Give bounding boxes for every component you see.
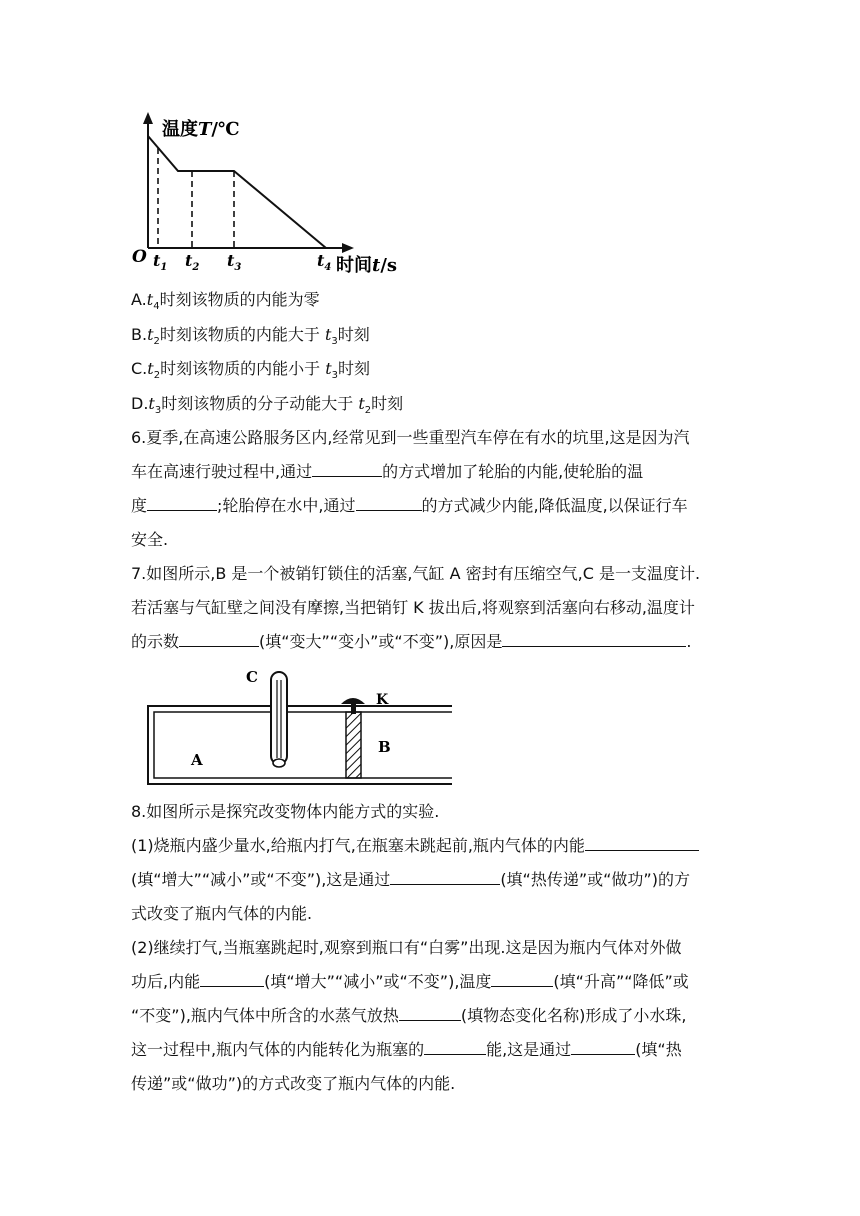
q8-p1-line-3: 式改变了瓶内气体的内能. — [131, 904, 313, 923]
option-b: $B.t_2$时刻该物质的内能大于 $t_3$时刻 — [131, 325, 370, 348]
label-c: C — [246, 668, 258, 686]
label-k: K — [376, 692, 389, 708]
temperature-curve — [148, 136, 326, 248]
tick-t3: $t_3$ — [227, 251, 242, 273]
q8-p2-line-5: 传递”或“做功”)的方式改变了瓶内气体的内能. — [131, 1074, 456, 1093]
temperature-time-graph — [126, 108, 426, 278]
answer-blank[interactable] — [502, 632, 686, 647]
answer-blank[interactable] — [312, 462, 382, 477]
cylinder-piston-figure — [140, 662, 460, 788]
q8-p2-line-3: “不变”),瓶内气体中所含的水蒸气放热 (填物态变化名称)形成了小水珠, — [131, 1006, 687, 1025]
label-a: A — [191, 751, 203, 769]
x-axis-arrow — [342, 243, 354, 253]
answer-blank[interactable] — [491, 972, 553, 987]
piston — [346, 712, 361, 778]
q7-line-1: 7.如图所示,B 是一个被销钉锁住的活塞,气缸 A 密封有压缩空气,C 是一支温度计. — [131, 564, 701, 583]
y-axis-arrow — [143, 112, 153, 124]
q8-p1-line-1: (1)烧瓶内盛少量水,给瓶内打气,在瓶塞未跳起前,瓶内气体的内能 — [131, 836, 699, 856]
q8-p2-line-2: 功后,内能 (填“增大”“减小”或“不变”),温度 (填“升高”“降低”或 — [131, 972, 689, 991]
q6-line-2: 车在高速行驶过程中,通过 的方式增加了轮胎的内能,使轮胎的温 — [131, 462, 644, 481]
x-axis-label: 时间t/s — [336, 255, 398, 276]
q6-line-4: 安全. — [131, 530, 169, 549]
answer-blank[interactable] — [424, 1040, 486, 1055]
option-d: $D.t_3$时刻该物质的分子动能大于 $t_2$时刻 — [131, 394, 404, 417]
q6-line-3: 度 ;轮胎停在水中,通过 的方式减少内能,降低温度,以保证行车 — [131, 496, 688, 515]
q8-line-1: 8.如图所示是探究改变物体内能方式的实验. — [131, 802, 440, 821]
thermometer-tube — [271, 672, 287, 764]
thermometer-bulb — [273, 759, 285, 767]
q7-line-2: 若活塞与气缸壁之间没有摩擦,当把销钉 K 拔出后,将观察到活塞向右移动,温度计 — [131, 598, 695, 617]
option-a: $A.t_4$时刻该物质的内能为零 — [131, 290, 320, 313]
answer-blank[interactable] — [147, 496, 217, 511]
answer-blank[interactable] — [399, 1006, 461, 1021]
answer-blank[interactable] — [179, 632, 259, 647]
answer-blank[interactable] — [585, 836, 699, 851]
q7-line-3: 的示数 (填“变大”“变小”或“不变”),原因是 . — [131, 632, 692, 651]
tick-t1: $t_1$ — [153, 251, 168, 273]
option-c: $C.t_2$时刻该物质的内能小于 $t_3$时刻 — [131, 359, 371, 382]
answer-blank[interactable] — [356, 496, 422, 511]
q8-p1-line-2: (填“增大”“减小”或“不变”),这是通过 (填“热传递”或“做功”)的方 — [131, 870, 690, 889]
answer-blank[interactable] — [200, 972, 264, 987]
label-b: B — [378, 738, 391, 756]
origin-label: O — [132, 247, 147, 267]
q6-line-1: 6.夏季,在高速公路服务区内,经常见到一些重型汽车停在有水的坑里,这是因为汽 — [131, 428, 690, 447]
cylinder-outer-wall — [148, 706, 452, 784]
tick-t2: $t_2$ — [185, 251, 200, 273]
answer-blank[interactable] — [390, 870, 500, 885]
q8-p2-line-4: 这一过程中,瓶内气体的内能转化为瓶塞的 能,这是通过 (填“热 — [131, 1040, 682, 1059]
tick-t4: $t_4$ — [317, 251, 332, 273]
y-axis-label: 温度T/℃ — [162, 119, 240, 140]
q8-p2-line-1: (2)继续打气,当瓶塞跳起时,观察到瓶口有“白雾”出现.这是因为瓶内气体对外做 — [131, 938, 682, 957]
pin-head — [341, 698, 365, 704]
answer-blank[interactable] — [571, 1040, 635, 1055]
